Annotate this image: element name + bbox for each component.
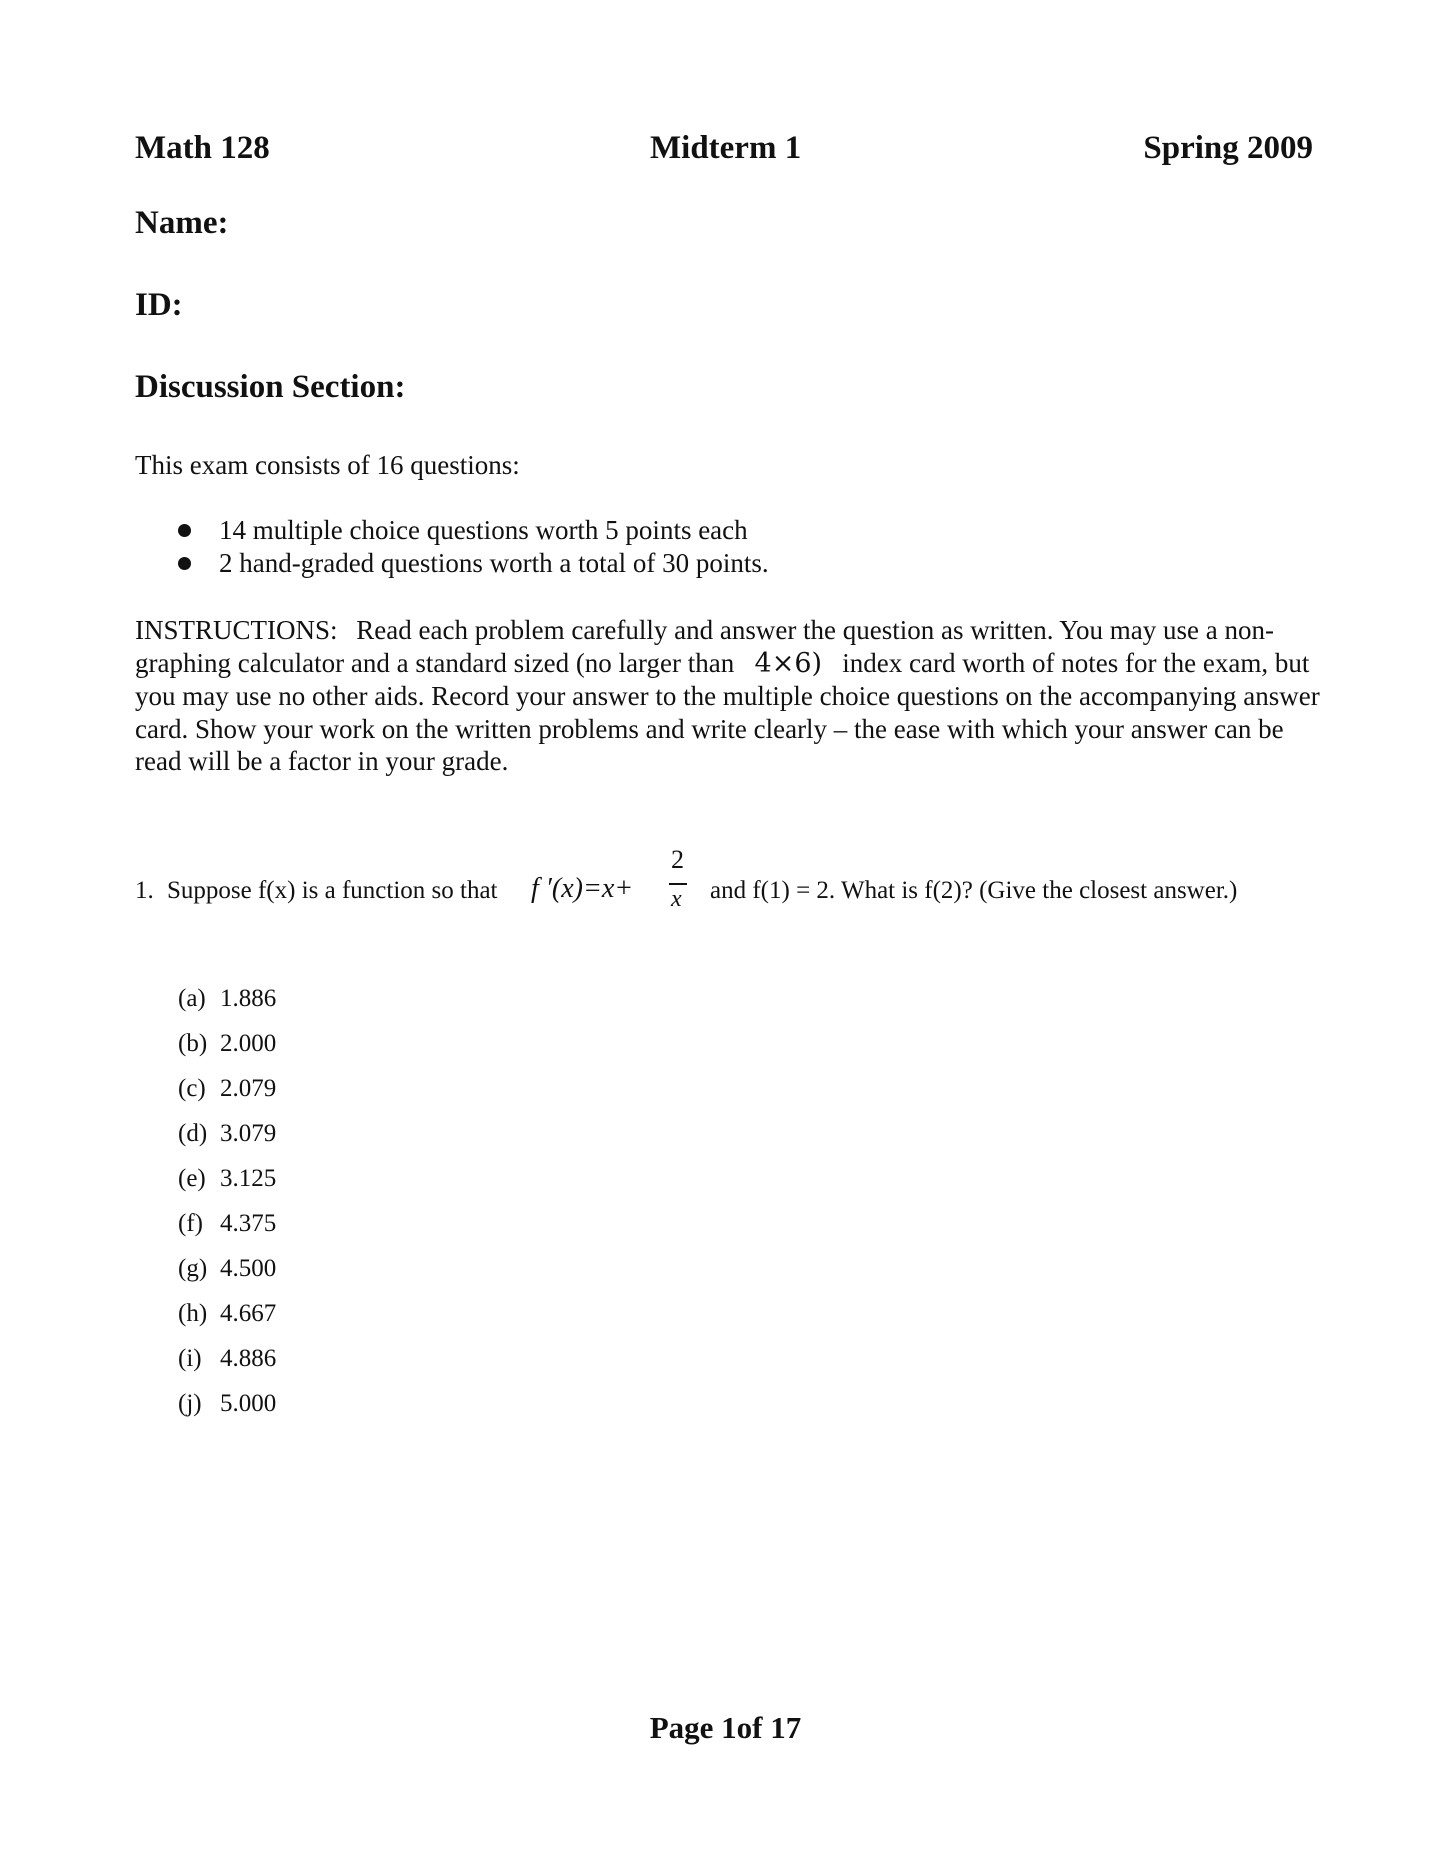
answer-option-d bbox=[178, 1120, 276, 1165]
answer-option-f bbox=[178, 1210, 276, 1255]
name-label: Name: bbox=[135, 205, 229, 241]
option-letter: (c) bbox=[178, 1075, 206, 1102]
page-number: Page 1of 17 bbox=[649, 1710, 802, 1745]
list-item bbox=[175, 514, 769, 547]
term-label: Spring 2009 bbox=[1143, 130, 1313, 166]
bullet-icon bbox=[178, 557, 191, 570]
question-stem: Suppose f(x) is a function so that bbox=[167, 877, 498, 904]
question-1 bbox=[135, 845, 1355, 913]
option-value: 5.000 bbox=[220, 1390, 277, 1417]
option-value: 2.000 bbox=[220, 1030, 277, 1057]
option-letter: (f) bbox=[178, 1210, 203, 1237]
instructions-label: INSTRUCTIONS: bbox=[135, 615, 338, 645]
option-value: 4.375 bbox=[220, 1210, 277, 1237]
option-value: 3.125 bbox=[220, 1165, 277, 1192]
answer-option-e bbox=[178, 1165, 276, 1210]
instructions-text-part2: index card worth of notes for the exam, but you may use no other aids. Record your answer to the multiple choice questions on the accompanying answer card. Show your work on the written problems and write clearly – the ease with which your answer can be read will be a factor in your grade. bbox=[135, 647, 1320, 776]
option-letter: (i) bbox=[178, 1345, 202, 1372]
answer-option-j bbox=[178, 1390, 276, 1435]
answer-options bbox=[178, 985, 276, 1435]
option-letter: (h) bbox=[178, 1300, 208, 1327]
instructions-paragraph bbox=[135, 614, 1325, 778]
answer-option-c bbox=[178, 1075, 276, 1120]
option-letter: (g) bbox=[178, 1255, 208, 1282]
option-value: 2.079 bbox=[220, 1075, 277, 1102]
option-letter: (a) bbox=[178, 985, 206, 1012]
answer-option-h bbox=[178, 1300, 276, 1345]
exam-intro: This exam consists of 16 questions: bbox=[135, 450, 520, 480]
bullet-text: 2 hand-graded questions worth a total of 30 points. bbox=[219, 548, 769, 578]
question-number: 1. bbox=[135, 877, 154, 904]
option-value: 4.500 bbox=[220, 1255, 277, 1282]
option-value: 4.667 bbox=[220, 1300, 277, 1327]
course-title: Math 128 bbox=[135, 130, 270, 166]
answer-option-g bbox=[178, 1255, 276, 1300]
discussion-section-label: Discussion Section: bbox=[135, 369, 406, 405]
bullet-icon bbox=[178, 524, 191, 537]
formula-main: f ′(x)=x+ bbox=[531, 873, 634, 904]
option-value: 1.886 bbox=[220, 985, 277, 1012]
option-letter: (b) bbox=[178, 1030, 208, 1057]
list-item bbox=[175, 547, 769, 580]
option-letter: (j) bbox=[178, 1390, 202, 1417]
question-breakdown-list bbox=[175, 514, 769, 580]
option-letter: (d) bbox=[178, 1120, 208, 1147]
bullet-text: 14 multiple choice questions worth 5 points each bbox=[219, 515, 748, 545]
question-tail: and f(1) = 2. What is f(2)? (Give the closest answer.) bbox=[710, 877, 1238, 904]
formula-numerator: 2 bbox=[671, 845, 684, 874]
answer-option-i bbox=[178, 1345, 276, 1390]
option-letter: (e) bbox=[178, 1165, 206, 1192]
fraction-bar bbox=[669, 883, 687, 885]
option-value: 3.079 bbox=[220, 1120, 277, 1147]
answer-option-b bbox=[178, 1030, 276, 1075]
answer-option-a bbox=[178, 985, 276, 1030]
id-label: ID: bbox=[135, 287, 183, 323]
formula-denominator: x bbox=[671, 886, 682, 912]
instructions-text-part1: Read each problem carefully and answer the question as written. You may use a non-graphing calculator and a standard sized (no larger than bbox=[135, 615, 1275, 678]
exam-title: Midterm 1 bbox=[650, 130, 802, 166]
option-value: 4.886 bbox=[220, 1345, 277, 1372]
card-size: 4×6) bbox=[754, 647, 823, 679]
